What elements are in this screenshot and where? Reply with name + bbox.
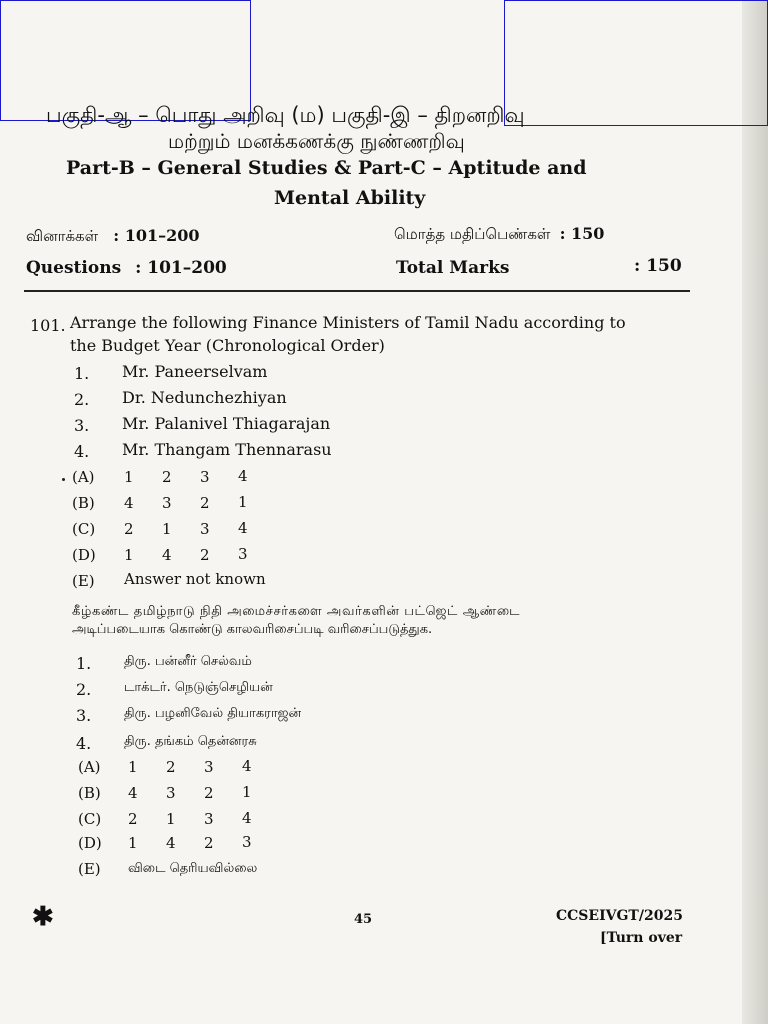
- tamil-option-c-label: (C): [78, 810, 102, 828]
- tamil-questions-value: : 101–200: [113, 226, 200, 245]
- question-text-line1: Arrange the following Finance Ministers of Tamil Nadu according to: [70, 313, 626, 332]
- option-b-seq-2: 3: [162, 494, 172, 512]
- tamil-list-item: 1.: [76, 654, 92, 673]
- questions-row: [26, 258, 227, 278]
- option-a-seq-1: 1: [124, 468, 134, 486]
- option-b-seq-3: 2: [200, 494, 210, 512]
- option-c-seq-3: 3: [200, 520, 210, 538]
- tamil-option-d-seq-2: 4: [166, 834, 176, 852]
- questions-label: Questions: [26, 258, 122, 278]
- option-d-label: (D): [72, 546, 96, 564]
- tamil-option-d-label: (D): [78, 834, 102, 852]
- question-number: 101.: [30, 316, 66, 335]
- option-d-seq-2: 4: [162, 546, 172, 564]
- english-title-line2: Mental Ability: [274, 187, 426, 209]
- tamil-list-item: 2.: [76, 680, 92, 699]
- tamil-list-item-text: திரு. பழனிவேல் தியாகராஜன்: [124, 706, 302, 721]
- header-divider: [24, 290, 690, 292]
- option-a-seq-2: 2: [162, 468, 172, 486]
- tamil-option-c-seq-4: 4: [242, 809, 252, 827]
- tamil-option-d-seq-3: 2: [204, 834, 214, 852]
- questions-value: : 101–200: [135, 258, 227, 278]
- tamil-marks-label: மொத்த மதிப்பெண்கள்: [394, 225, 551, 243]
- list-item-text: Mr. Palanivel Thiagarajan: [122, 414, 331, 433]
- list-item: 3.: [74, 416, 90, 435]
- option-c-seq-2: 1: [162, 520, 172, 538]
- tamil-title-line2: மற்றும் மனக்கணக்கு நுண்ணறிவு: [168, 129, 465, 153]
- option-c-seq-4: 4: [238, 519, 248, 537]
- tamil-option-b-seq-2: 3: [166, 784, 176, 802]
- tamil-option-e-text: விடை தெரியவில்லை: [128, 861, 258, 876]
- tamil-option-e-label: (E): [78, 860, 101, 878]
- selection-box-right: [504, 0, 768, 126]
- option-d-seq-3: 2: [200, 546, 210, 564]
- page-edge-shadow: [742, 0, 768, 1024]
- option-a-seq-3: 3: [200, 468, 210, 486]
- list-item: 1.: [74, 364, 90, 383]
- option-a-label: (A): [72, 468, 95, 486]
- tamil-list-item-text: திரு. பன்னீர் செல்வம்: [124, 654, 252, 669]
- tamil-title-line1: பகுதி-ஆ – பொது அறிவு (ம) பகுதி-இ – திறனறிவு: [46, 103, 525, 127]
- option-b-label: (B): [72, 494, 95, 512]
- tamil-option-b-seq-3: 2: [204, 784, 214, 802]
- pencil-mark: [62, 478, 65, 481]
- tamil-question-line1: கீழ்கண்ட தமிழ்நாடு நிதி அமைச்சர்களை அவர்களின் பட்ஜெட் ஆண்டை: [72, 604, 521, 619]
- tamil-list-item-text: திரு. தங்கம் தென்னரசு: [124, 734, 257, 749]
- turn-over-label: [Turn over: [600, 930, 683, 946]
- tamil-question-line2: அடிப்படையாக கொண்டு காலவரிசைப்படி வரிசைப்படுத்துக.: [72, 622, 433, 637]
- tamil-option-c-seq-2: 1: [166, 810, 176, 828]
- tamil-option-d-seq-1: 1: [128, 834, 138, 852]
- tamil-option-a-seq-1: 1: [128, 758, 138, 776]
- marks-value: : 150: [634, 256, 682, 276]
- list-item-text: Dr. Nedunchezhiyan: [122, 388, 287, 407]
- list-item-text: Mr. Paneerselvam: [122, 362, 268, 381]
- option-e-label: (E): [72, 572, 95, 590]
- tamil-option-a-seq-4: 4: [242, 757, 252, 775]
- star-icon: ✱: [32, 902, 54, 932]
- tamil-option-c-seq-3: 3: [204, 810, 214, 828]
- tamil-option-b-label: (B): [78, 784, 101, 802]
- page-number: 45: [354, 912, 373, 927]
- option-c-seq-1: 2: [124, 520, 134, 538]
- option-c-label: (C): [72, 520, 96, 538]
- tamil-marks-value: : 150: [559, 224, 605, 243]
- tamil-option-b-seq-4: 1: [242, 783, 252, 801]
- list-item: 2.: [74, 390, 90, 409]
- tamil-option-a-seq-2: 2: [166, 758, 176, 776]
- option-b-seq-4: 1: [238, 493, 248, 511]
- tamil-questions-row: [26, 226, 200, 247]
- tamil-option-a-label: (A): [78, 758, 101, 776]
- option-a-seq-4: 4: [238, 467, 248, 485]
- tamil-questions-label: வினாக்கள்: [26, 227, 99, 245]
- paper-code: CCSEIVGT/2025: [556, 908, 683, 924]
- option-b-seq-1: 4: [124, 494, 134, 512]
- marks-label: Total Marks: [396, 258, 510, 278]
- tamil-marks-row: [394, 224, 604, 245]
- option-e-text: Answer not known: [124, 570, 266, 588]
- tamil-option-a-seq-3: 3: [204, 758, 214, 776]
- english-title-line1: Part-B – General Studies & Part-C – Aptitude and: [66, 157, 587, 179]
- option-d-seq-4: 3: [238, 545, 248, 563]
- tamil-list-item: 4.: [76, 734, 92, 753]
- tamil-list-item: 3.: [76, 706, 92, 725]
- option-d-seq-1: 1: [124, 546, 134, 564]
- list-item-text: Mr. Thangam Thennarasu: [122, 440, 332, 459]
- tamil-option-c-seq-1: 2: [128, 810, 138, 828]
- tamil-option-d-seq-4: 3: [242, 833, 252, 851]
- tamil-list-item-text: டாக்டர். நெடுஞ்செழியன்: [124, 680, 273, 695]
- question-text-line2: the Budget Year (Chronological Order): [70, 336, 385, 355]
- tamil-option-b-seq-1: 4: [128, 784, 138, 802]
- list-item: 4.: [74, 442, 90, 461]
